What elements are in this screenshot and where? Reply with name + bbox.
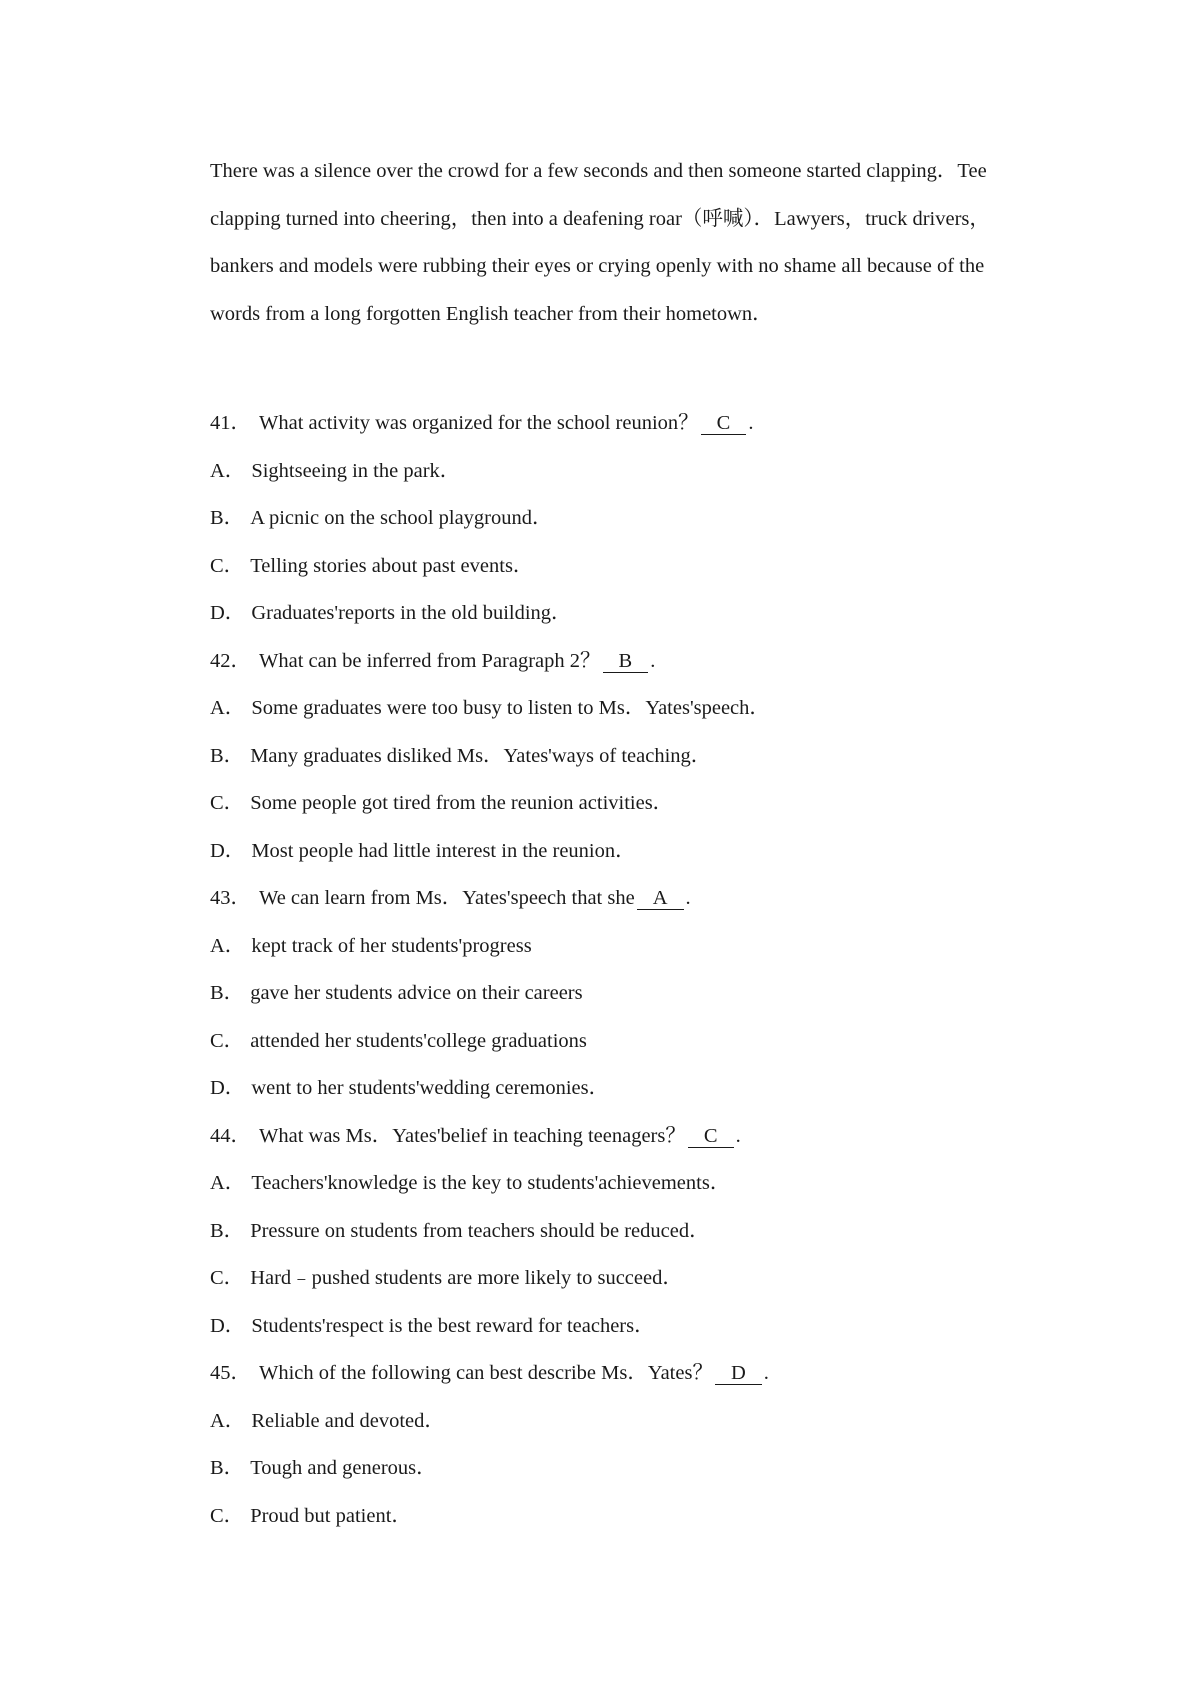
option-text: Teachers'knowledge is the key to students'achievements． <box>251 1172 731 1194</box>
option-text: Pressure on students from teachers should be reduced． <box>250 1219 710 1242</box>
option-text: Students'respect is the best reward for teachers． <box>251 1314 655 1337</box>
option-letter: B． <box>210 982 245 1004</box>
option-letter: A． <box>210 1172 246 1194</box>
option-text: Some graduates were too busy to listen to Ms．Yates'speech． <box>251 697 770 719</box>
question-end: . <box>650 649 656 672</box>
question-43 <box>210 875 1030 923</box>
option-letter: A． <box>210 697 246 719</box>
answer-blank: D <box>715 1362 762 1385</box>
option-c <box>210 1018 1030 1066</box>
option-text: Tough and generous． <box>250 1457 437 1479</box>
question-stem: Which of the following can best describe Ms．Yates？ <box>259 1362 713 1384</box>
question-41 <box>210 400 1030 448</box>
option-text: Most people had little interest in the reunion． <box>251 839 636 862</box>
option-text: Proud but patient． <box>250 1504 412 1527</box>
answer-blank: A <box>637 887 684 910</box>
document-page <box>210 148 1030 1540</box>
option-letter: B． <box>210 1457 245 1479</box>
option-letter: B． <box>210 507 245 529</box>
option-d <box>210 590 1030 638</box>
passage-paragraph <box>210 148 1030 338</box>
option-b <box>210 1445 1030 1493</box>
option-letter: B． <box>210 1219 245 1242</box>
option-letter: D． <box>210 839 246 862</box>
question-end: . <box>735 1124 741 1147</box>
option-text: A picnic on the school playground． <box>250 507 553 529</box>
question-list <box>210 400 1030 1540</box>
option-text: gave her students advice on their careers <box>250 982 583 1004</box>
option-letter: D． <box>210 1314 246 1337</box>
option-text: went to her students'wedding ceremonies． <box>251 1077 610 1099</box>
question-stem: What can be inferred from Paragraph 2？ <box>259 649 601 672</box>
question-number: 45． <box>210 1362 251 1384</box>
passage-line: bankers and models were rubbing their eyes or crying openly with no shame all because of the <box>210 255 985 277</box>
option-letter: A． <box>210 1409 246 1432</box>
option-c <box>210 1493 1030 1541</box>
option-c <box>210 1255 1030 1303</box>
option-letter: C． <box>210 1029 245 1052</box>
question-44 <box>210 1113 1030 1161</box>
option-c <box>210 543 1030 591</box>
question-number: 44． <box>210 1124 251 1147</box>
answer-blank: C <box>688 1125 734 1148</box>
question-45 <box>210 1350 1030 1398</box>
option-text: Telling stories about past events． <box>250 554 534 577</box>
option-text: Sightseeing in the park． <box>251 459 461 482</box>
option-b <box>210 495 1030 543</box>
option-letter: B． <box>210 744 245 767</box>
option-letter: A． <box>210 459 246 482</box>
option-a <box>210 448 1030 496</box>
option-a <box>210 923 1030 971</box>
option-letter: A． <box>210 934 246 957</box>
question-42 <box>210 638 1030 686</box>
option-letter: C． <box>210 1267 245 1289</box>
question-end: . <box>685 887 691 909</box>
option-text: Some people got tired from the reunion activities． <box>250 792 674 814</box>
passage-line: There was a silence over the crowd for a few seconds and then someone started clapping．Tee <box>210 160 987 182</box>
question-end: . <box>748 412 754 434</box>
option-a <box>210 1160 1030 1208</box>
answer-blank: B <box>603 650 649 673</box>
option-letter: D． <box>210 1077 246 1099</box>
option-a <box>210 1398 1030 1446</box>
question-end: . <box>763 1362 769 1384</box>
option-text: Hard﹣pushed students are more likely to succeed． <box>250 1267 683 1289</box>
option-c <box>210 780 1030 828</box>
option-d <box>210 1303 1030 1351</box>
option-d <box>210 828 1030 876</box>
option-text: attended her students'college graduations <box>250 1029 587 1052</box>
option-letter: C． <box>210 792 245 814</box>
question-number: 42． <box>210 649 251 672</box>
passage-line: words from a long forgotten English teacher from their hometown． <box>210 302 773 325</box>
option-b <box>210 1208 1030 1256</box>
option-a <box>210 685 1030 733</box>
question-stem: What activity was organized for the school reunion？ <box>259 412 699 434</box>
question-stem: We can learn from Ms．Yates'speech that she <box>259 887 635 909</box>
passage-line: clapping turned into cheering，then into a deafening roar（呼喊）．Lawyers，truck drivers， <box>210 207 990 230</box>
option-b <box>210 970 1030 1018</box>
option-text: Graduates'reports in the old building． <box>251 602 572 624</box>
option-b <box>210 733 1030 781</box>
question-stem: What was Ms．Yates'belief in teaching teenagers？ <box>259 1124 686 1147</box>
option-letter: D． <box>210 602 246 624</box>
option-d <box>210 1065 1030 1113</box>
question-number: 41． <box>210 412 251 434</box>
option-letter: C． <box>210 1504 245 1527</box>
option-text: Reliable and devoted． <box>251 1409 445 1432</box>
option-letter: C． <box>210 554 245 577</box>
option-text: kept track of her students'progress <box>251 934 532 957</box>
option-text: Many graduates disliked Ms．Yates'ways of teaching． <box>250 744 712 767</box>
question-number: 43． <box>210 887 251 909</box>
answer-blank: C <box>701 412 747 435</box>
